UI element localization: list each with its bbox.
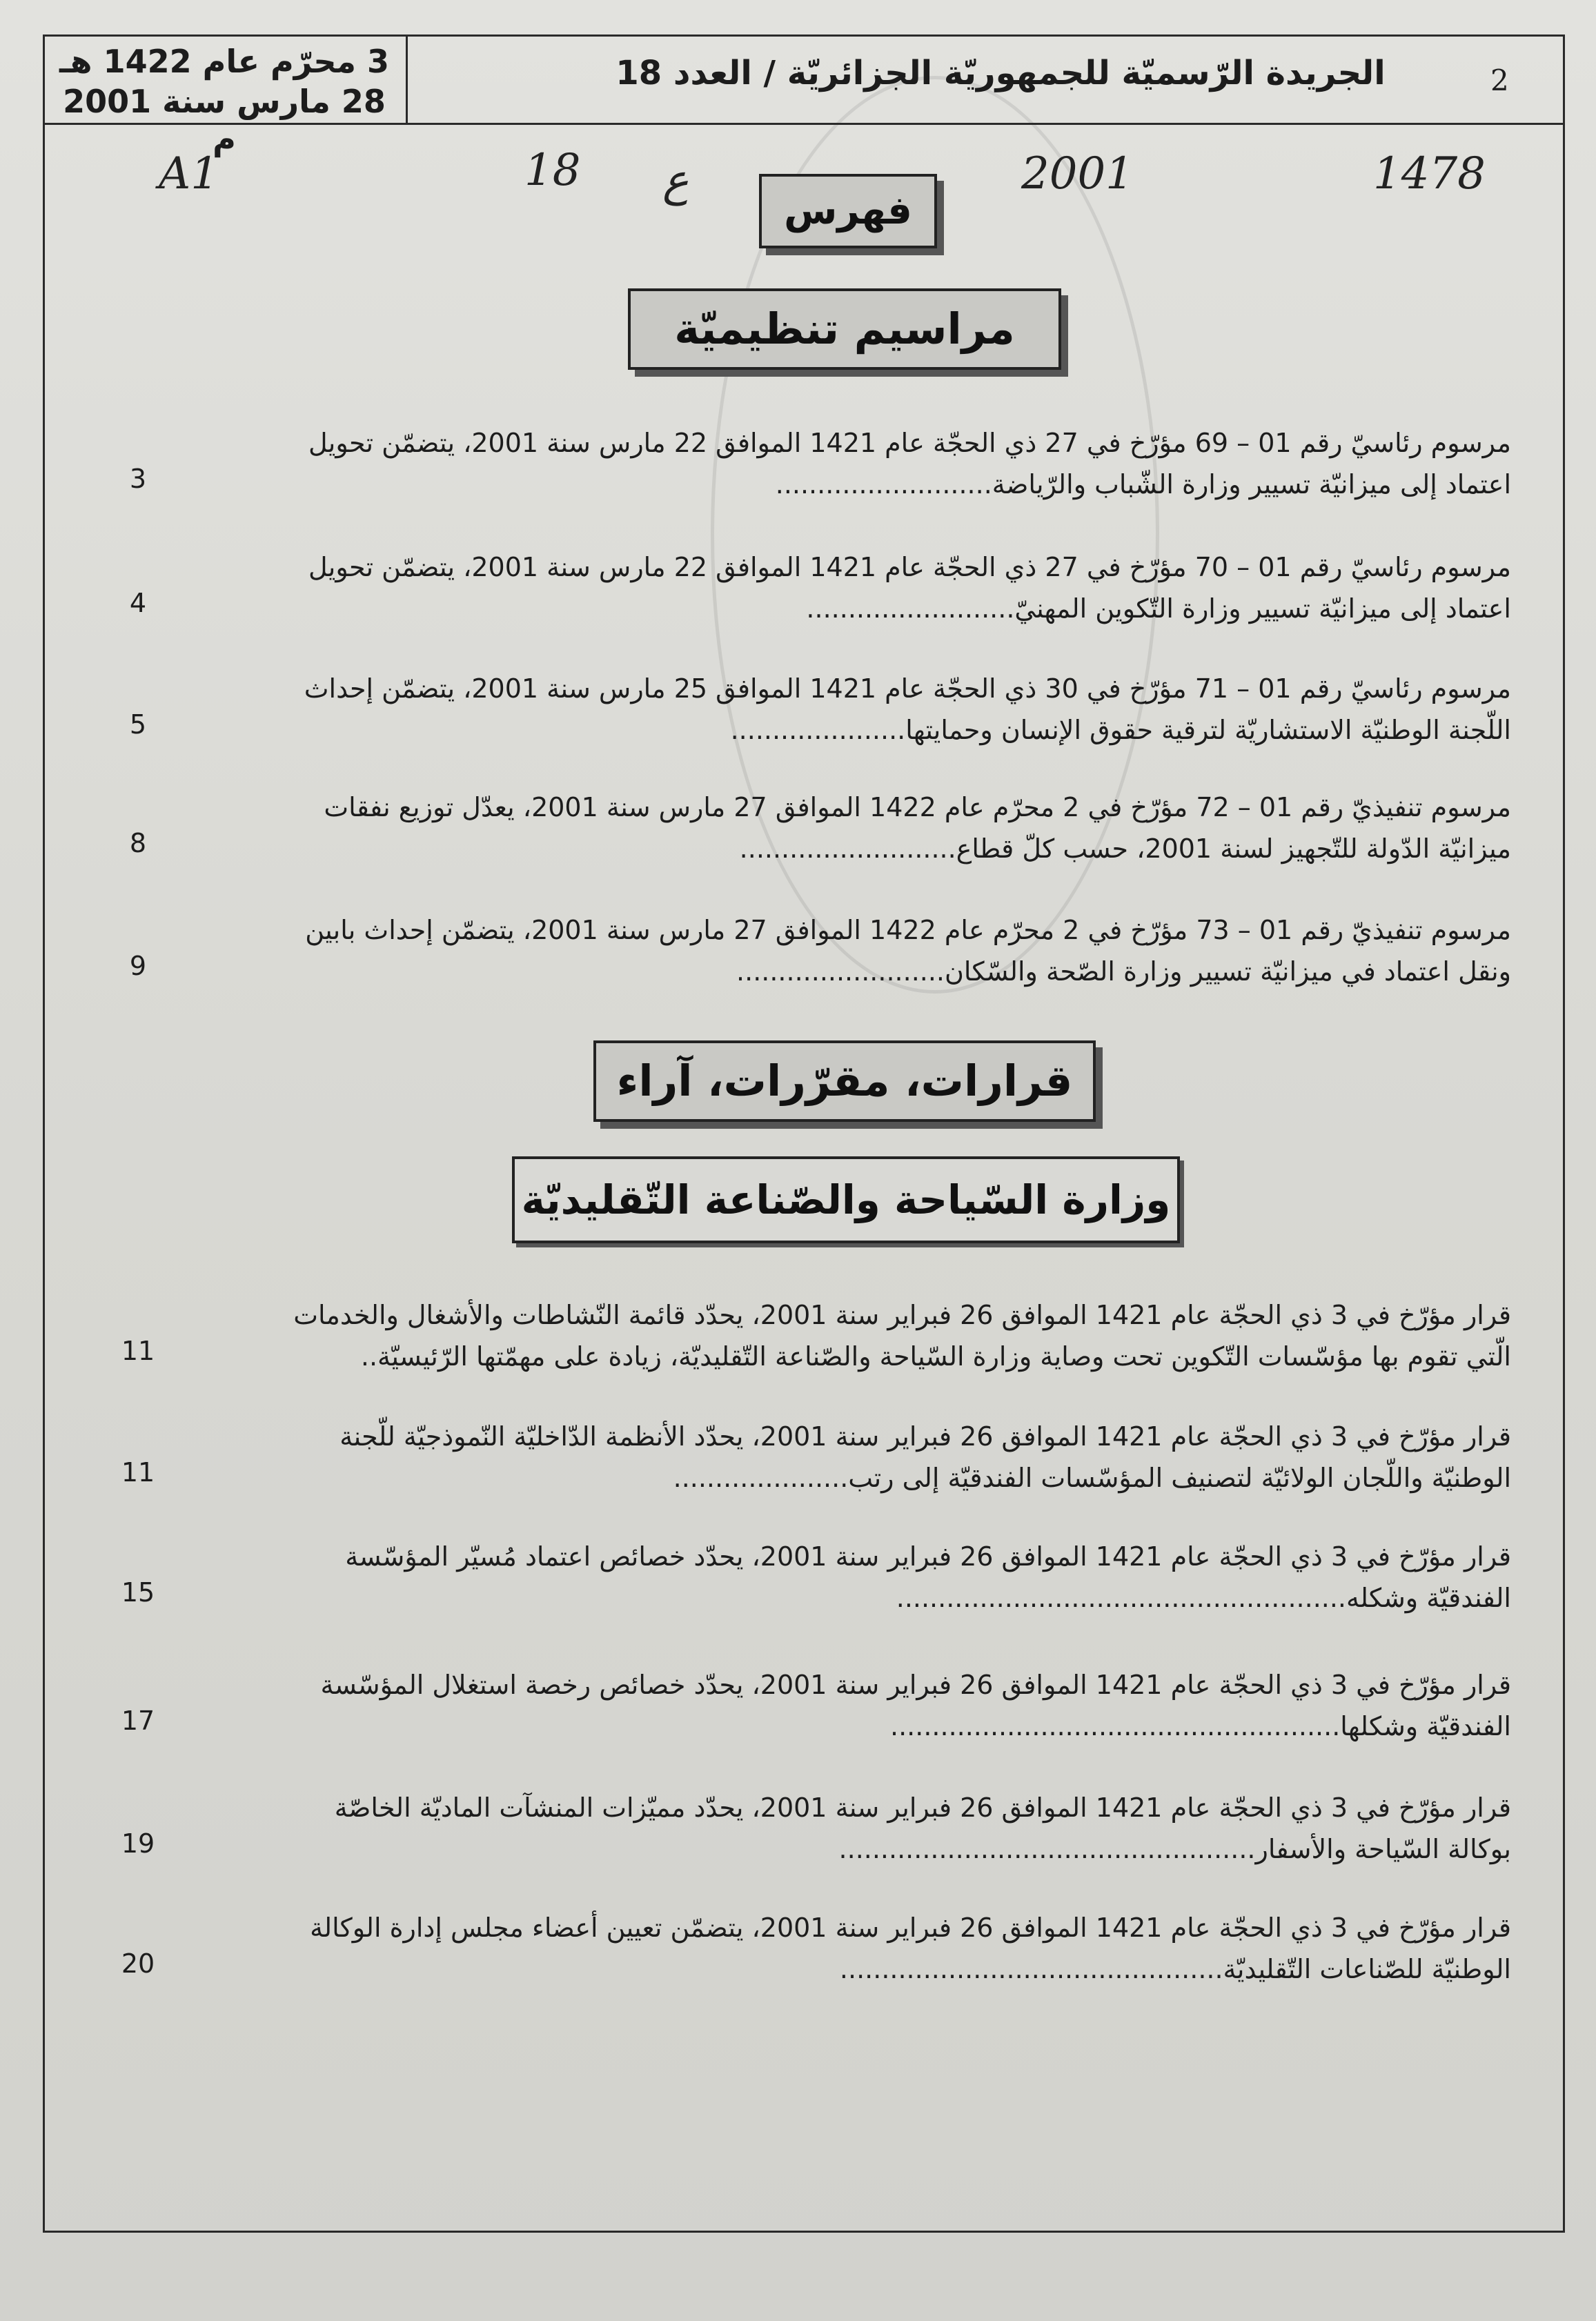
entry-line-2: اعتماد إلى ميزانيّة تسيير وزارة الشّباب والرّياضة.......................... bbox=[775, 469, 1511, 500]
entry-page-number: 15 bbox=[121, 1577, 155, 1608]
entry-page-number: 3 bbox=[129, 464, 147, 494]
entry-line-1: قرار مؤرّخ في 3 ذي الحجّة عام 1421 الموافق 26 فبراير سنة 2001، يحدّد خصائص رخصة استغلال المؤسّسة bbox=[320, 1670, 1511, 1700]
entry-line-1: مرسوم رئاسيّ رقم 01 – 69 مؤرّخ في 27 ذي الحجّة عام 1421 الموافق 22 مارس سنة 2001، يتضمّن تحويل bbox=[308, 428, 1511, 458]
entry-line-2: الوطنيّة للصّناعات التّقليديّة.............................................. bbox=[839, 1954, 1511, 1984]
entry-line-1: قرار مؤرّخ في 3 ذي الحجّة عام 1421 الموافق 26 فبراير سنة 2001، يحدّد خصائص اعتماد مُسيّر المؤسّسة bbox=[345, 1541, 1511, 1572]
entry-page-number: 19 bbox=[121, 1828, 155, 1859]
section-title-regulatory-decrees: مراسيم تنظيميّة bbox=[628, 288, 1061, 370]
entry-line-2: ميزانيّة الدّولة للتّجهيز لسنة 2001، حسب كلّ قطاع.......................... bbox=[739, 833, 1511, 864]
handwritten-note-year: 2001 bbox=[1021, 148, 1134, 199]
entry-line-2: الوطنيّة واللّجان الولائيّة لتصنيف المؤسّسات الفندقيّة إلى رتب..................... bbox=[673, 1463, 1511, 1493]
list-item bbox=[173, 787, 1511, 869]
handwritten-note-a1: A1 bbox=[159, 148, 219, 199]
entry-line-1: قرار مؤرّخ في 3 ذي الحجّة عام 1421 الموافق 26 فبراير سنة 2001، يحدّد مميّزات المنشآت الماديّة الخاصّة bbox=[334, 1792, 1511, 1823]
list-item bbox=[173, 422, 1511, 505]
entry-line-1: مرسوم تنفيذيّ رقم 01 – 73 مؤرّخ في 2 محرّم عام 1422 الموافق 27 مارس سنة 2001، يتضمّن إحداث بابين bbox=[305, 915, 1511, 945]
list-item bbox=[173, 1907, 1511, 1990]
entry-line-1: مرسوم رئاسيّ رقم 01 – 71 مؤرّخ في 30 ذي الحجّة عام 1421 الموافق 25 مارس سنة 2001، يتضمّن إحداث bbox=[304, 673, 1511, 704]
handwritten-note-18: 18 bbox=[524, 145, 581, 196]
entry-line-1: قرار مؤرّخ في 3 ذي الحجّة عام 1421 الموافق 26 فبراير سنة 2001، يحدّد الأنظمة الدّاخليّة النّموذجيّة للّجنة bbox=[339, 1421, 1511, 1452]
list-item bbox=[173, 546, 1511, 629]
header-title: الجريدة الرّسميّة للجمهوريّة الجزائريّة / العدد 18 bbox=[615, 54, 1386, 92]
entry-page-number: 17 bbox=[121, 1706, 155, 1736]
entry-line-2: بوكالة السّياحة والأسفار.................................................. bbox=[838, 1834, 1511, 1864]
page-number: 2 bbox=[1490, 63, 1509, 97]
entry-page-number: 4 bbox=[129, 588, 147, 618]
list-item bbox=[173, 909, 1511, 992]
entry-page-number: 8 bbox=[129, 828, 147, 858]
entry-page-number: 20 bbox=[121, 1948, 155, 1979]
header-date-hijri: 3 محرّم عام 1422 هـ bbox=[59, 43, 390, 80]
header-date-gregorian: 28 مارس سنة 2001 م bbox=[63, 83, 386, 157]
entry-page-number: 9 bbox=[129, 951, 147, 981]
header-divider bbox=[406, 34, 408, 123]
entry-line-1: قرار مؤرّخ في 3 ذي الحجّة عام 1421 الموافق 26 فبراير سنة 2001، يحدّد قائمة النّشاطات والأشغال والخدمات bbox=[293, 1300, 1511, 1330]
entry-line-2: الفندقيّة وشكله...................................................... bbox=[896, 1583, 1511, 1613]
handwritten-note-number: 1478 bbox=[1373, 148, 1486, 199]
list-item bbox=[173, 1536, 1511, 1619]
entry-line-1: قرار مؤرّخ في 3 ذي الحجّة عام 1421 الموافق 26 فبراير سنة 2001، يتضمّن تعيين أعضاء مجلس إدارة الوكالة bbox=[310, 1913, 1511, 1943]
list-item bbox=[173, 668, 1511, 751]
entry-page-number: 5 bbox=[129, 709, 147, 740]
entry-line-1: مرسوم تنفيذيّ رقم 01 – 72 مؤرّخ في 2 محرّم عام 1422 الموافق 27 مارس سنة 2001، يعدّل توزيع نفقات bbox=[324, 792, 1511, 822]
list-item bbox=[173, 1416, 1511, 1499]
section-title-decisions: قرارات، مقرّرات، آراء bbox=[593, 1040, 1096, 1122]
ministry-title: وزارة السّياحة والصّناعة التّقليديّة bbox=[512, 1156, 1180, 1243]
entry-line-2: ونقل اعتماد في ميزانيّة تسيير وزارة الصّحة والسّكان......................... bbox=[736, 956, 1511, 987]
list-item bbox=[173, 1294, 1511, 1377]
entry-line-1: مرسوم رئاسيّ رقم 01 – 70 مؤرّخ في 27 ذي الحجّة عام 1421 الموافق 22 مارس سنة 2001، يتضمّن تحويل bbox=[308, 552, 1511, 582]
index-title: فهرس bbox=[759, 174, 937, 248]
entry-line-2: اللّجنة الوطنيّة الاستشاريّة لترقية حقوق الإنسان وحمايتها..................... bbox=[730, 715, 1511, 745]
entry-line-2: اعتماد إلى ميزانيّة تسيير وزارة التّكوين المهنيّ......................... bbox=[806, 593, 1511, 624]
entry-line-2: الّتي تقوم بها مؤسّسات التّكوين تحت وصاية وزارة السّياحة والصّناعة التّقليديّة، زيادة على مهمّتها الرّئيسيّة.. bbox=[360, 1341, 1511, 1372]
entry-page-number: 11 bbox=[121, 1457, 155, 1488]
entry-line-2: الفندقيّة وشكلها...................................................... bbox=[890, 1711, 1511, 1741]
entry-page-number: 11 bbox=[121, 1336, 155, 1366]
handwritten-note-letter: ع bbox=[662, 155, 689, 206]
list-item bbox=[173, 1664, 1511, 1747]
list-item bbox=[173, 1787, 1511, 1870]
